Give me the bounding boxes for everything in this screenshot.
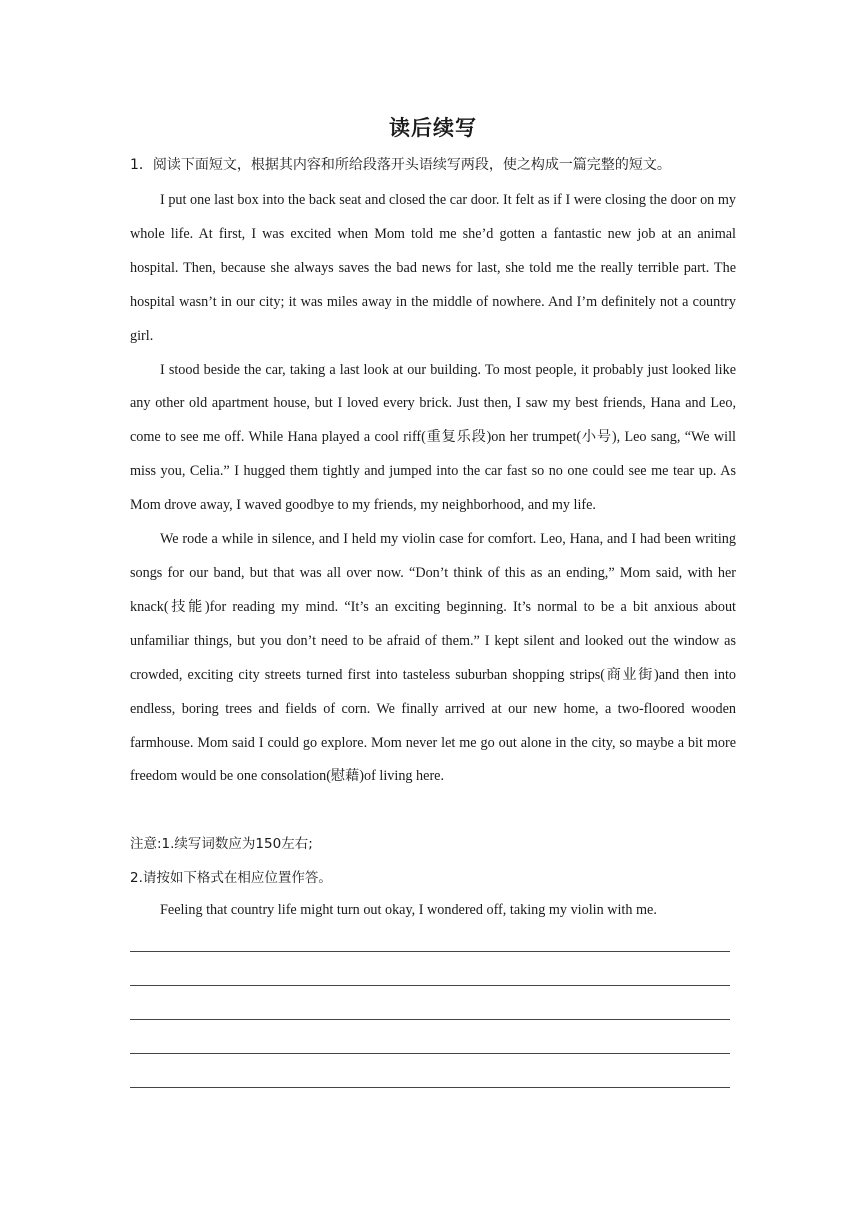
passage-paragraph-1: I put one last box into the back seat and closed the car door. It felt as if I were closing the door on my whole life. At first, I was excited when Mom told me she’d gotten a fantastic new job at an animal hospital. Then, because she always saves the bad news for last, she told me the really terrible part. The hospital wasn’t in our city; it was miles away in the middle of nowhere. And I’m definitely not a country girl. [130, 192, 736, 344]
note-format: 2.请按如下格式在相应位置作答。 [130, 869, 332, 886]
answer-line[interactable] [130, 1019, 730, 1053]
page-title: 读后续写 [389, 116, 477, 140]
passage-paragraph-2: I stood beside the car, taking a last look at our building. To most people, it probably just looked like any other old apartment house, but I loved every brick. Just then, I saw my best friends, Hana and Leo, come to see me off. While Hana played a cool riff(重复乐段)on her trumpet(小号), Leo sang, “We will miss you, Celia.” I hugged them tightly and jumped into the car fast so no one could see me tear up. As Mom drove away, I waved goodbye to my friends, my neighborhood, and my life. [130, 361, 736, 514]
answer-lines [130, 951, 730, 1121]
question-instruction: 1．阅读下面短文，根据其内容和所给段落开头语续写两段，使之构成一篇完整的短文。 [130, 157, 671, 173]
note-word-count: 注意:1.续写词数应为150左右; [130, 836, 313, 852]
reading-passage [130, 184, 736, 794]
answer-line[interactable] [130, 1087, 730, 1121]
paragraph-starter: Feeling that country life might turn out okay, I wondered off, taking my violin with me. [160, 902, 657, 918]
passage-paragraph-3: We rode a while in silence, and I held my violin case for comfort. Leo, Hana, and I had been writing songs for our band, but that was all over now. “Don’t think of this as an ending,” Mom said, with her knack(技能)for reading my mind. “It’s an exciting beginning. It’s normal to be a bit anxious about unfamiliar things, but you don’t need to be afraid of them.” I kept silent and looked out the window as crowded, exciting city streets turned first into tasteless suburban shopping strips(商业街)and then into endless, boring trees and fields of corn. We finally arrived at our new home, a two-floored wooden farmhouse. Mom said I could go explore. Mom never let me go out alone in the city, so maybe a bit more freedom would be one consolation(慰藉)of living here. [130, 531, 736, 785]
answer-line[interactable] [130, 985, 730, 1019]
writing-notes [130, 828, 736, 896]
answer-line[interactable] [130, 1053, 730, 1087]
answer-line[interactable] [130, 951, 730, 985]
